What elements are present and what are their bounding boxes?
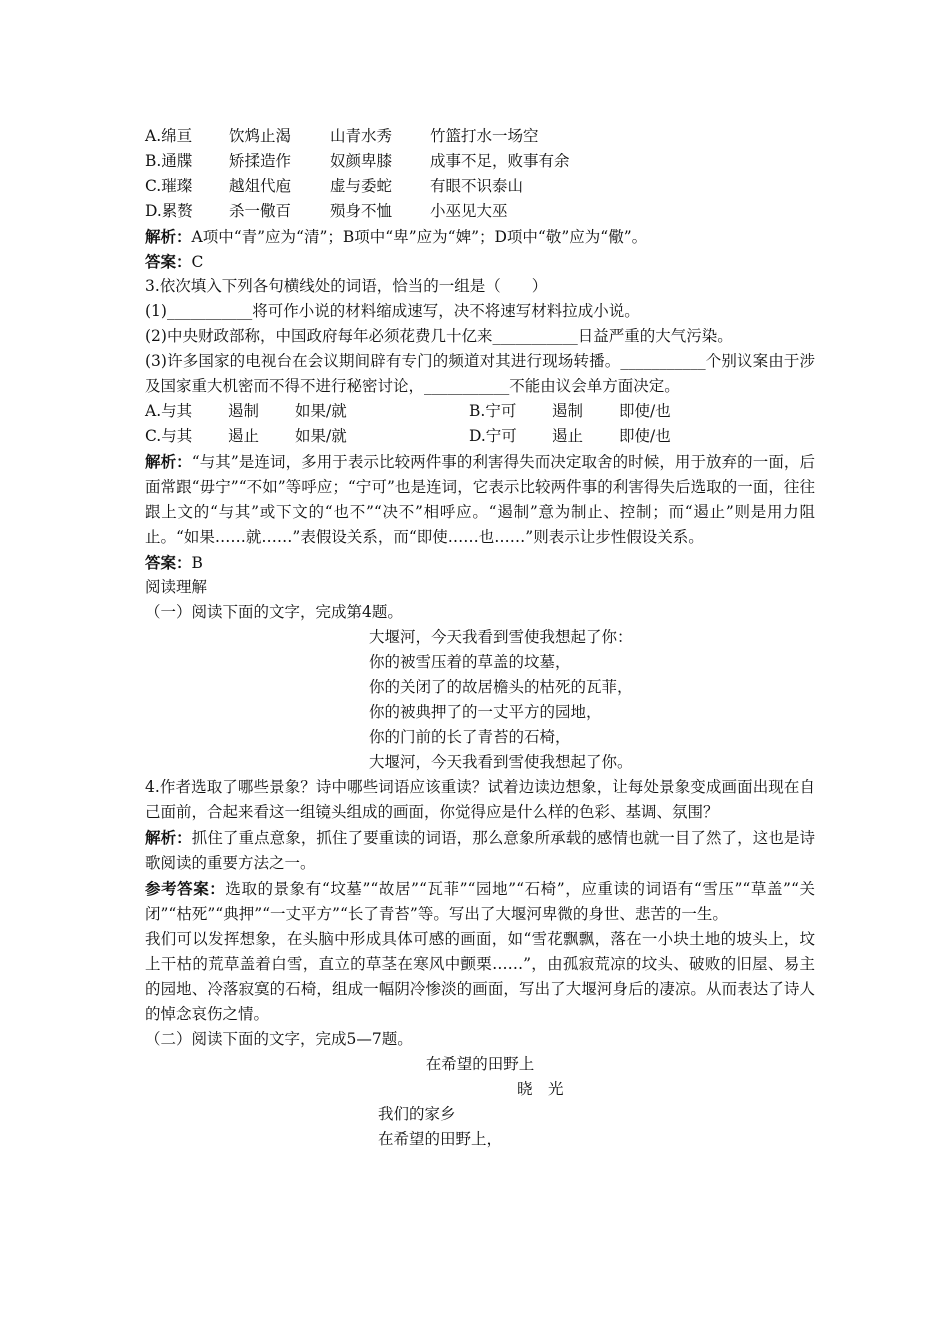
q3-choices-cd xyxy=(145,424,815,449)
option-cell: 杀一儆百 xyxy=(229,202,292,220)
q2-option-c xyxy=(145,174,815,199)
choice-cell: 遏制 xyxy=(552,402,584,420)
option-cell: 成事不足，败事有余 xyxy=(430,152,570,170)
document-page xyxy=(145,124,815,1152)
choice-cell: B.宁可 xyxy=(469,402,517,420)
analysis-label: 解析： xyxy=(145,828,192,847)
choice-cell: A.与其 xyxy=(145,402,193,420)
q3-choice-d xyxy=(469,424,671,449)
option-cell: 山青水秀 xyxy=(330,127,393,145)
choice-cell: 即使/也 xyxy=(619,402,671,420)
analysis-text: “与其”是连词，多用于表示比较两件事的利害得失而决定取舍的时候，用于放弃的一面，后面常跟“毋宁”“不如”等呼应；“宁可”也是连词，它表示比较两件事的利害得失后选取的一面，往往跟上文的“与其”或下文的“也不”“决不”相呼应。“遏制”意为制止、控制；而“遏止”则是用力阻止。“如果……就……”表假设关系，而“即使……也……”则表示让步性假设关系。 xyxy=(145,453,815,546)
q3-sentence-1: (1)___________将可作小说的材料缩成速写，决不将速写材料拉成小说。 xyxy=(145,302,640,320)
q4-stem: 4.作者选取了哪些景象？诗中哪些词语应该重读？试着边读边想象，让每处景象变成画面出现在自己面前，合起来看这一组镜头组成的画面，你觉得应是什么样的色彩、基调、氛围？ xyxy=(145,778,815,821)
option-cell: B.通牒 xyxy=(145,152,193,170)
reference-answer-text: 选取的景象有“坟墓”“故居”“瓦菲”“园地”“石椅”，应重读的词语有“雪压”“草盖”“关闭”“枯死”“典押”“一丈平方”“长了青苔”等。写出了大堰河卑微的身世、悲苦的一生。 xyxy=(145,880,815,923)
q3-analysis xyxy=(145,449,815,550)
choice-cell: 即使/也 xyxy=(619,427,671,445)
analysis-text: 抓住了重点意象，抓住了要重读的词语，那么意象所承载的感情也就一目了然了，这也是诗歌阅读的重要方法之一。 xyxy=(145,829,815,872)
option-cell: C.璀璨 xyxy=(145,177,193,195)
analysis-label: 解析： xyxy=(145,452,192,471)
q4-analysis xyxy=(145,825,815,876)
option-cell: 殒身不恤 xyxy=(330,202,393,220)
q2-analysis xyxy=(145,224,815,249)
reference-answer-label: 参考答案： xyxy=(145,879,226,898)
poem-line: 我们的家乡 xyxy=(378,1105,456,1123)
option-cell: A.绵亘 xyxy=(145,127,193,145)
reading-heading: 阅读理解 xyxy=(145,578,208,596)
poem-line: 在希望的田野上， xyxy=(378,1130,503,1148)
q3-choice-b xyxy=(469,399,671,424)
option-cell: 奴颜卑膝 xyxy=(330,152,393,170)
option-cell: 竹篮打水一场空 xyxy=(430,127,539,145)
q3-stem: 3.依次填入下列各句横线处的词语，恰当的一组是（ ） xyxy=(145,277,548,295)
poem-line: 大堰河，今天我看到雪使我想起了你。 xyxy=(369,753,633,771)
choice-cell: 遏制 xyxy=(228,402,260,420)
option-cell: 越俎代庖 xyxy=(229,177,292,195)
option-cell: 饮鸩止渴 xyxy=(229,127,292,145)
choice-cell: D.宁可 xyxy=(469,427,517,445)
analysis-label: 解析： xyxy=(145,227,192,246)
part1-intro: （一）阅读下面的文字，完成第4题。 xyxy=(145,603,403,621)
answer-label: 答案： xyxy=(145,553,192,572)
poem-line: 你的被雪压着的草盖的坟墓， xyxy=(369,653,571,671)
option-cell: 矫揉造作 xyxy=(229,152,292,170)
q4-reference-answer xyxy=(145,876,815,927)
q2-option-a xyxy=(145,124,815,149)
choice-cell: 如果/就 xyxy=(295,427,347,445)
poem-1 xyxy=(145,625,815,775)
poem-2-author: 晓 光 xyxy=(517,1080,564,1098)
poem-line: 大堰河，今天我看到雪使我想起了你： xyxy=(369,628,633,646)
option-cell: 虚与委蛇 xyxy=(330,177,393,195)
q3-choices-ab xyxy=(145,399,815,424)
analysis-text: A项中“青”应为“清”；B项中“卑”应为“婢”；D项中“敬”应为“儆”。 xyxy=(191,228,648,246)
answer-text: C xyxy=(191,253,204,271)
part2-intro: （二）阅读下面的文字，完成5—7题。 xyxy=(145,1030,413,1048)
q2-option-b xyxy=(145,149,815,174)
option-cell: 小巫见大巫 xyxy=(430,202,508,220)
choice-cell: 遏止 xyxy=(228,427,260,445)
choice-cell: 遏止 xyxy=(552,427,584,445)
q4-paragraph: 我们可以发挥想象，在头脑中形成具体可感的画面，如“雪花飘飘，落在一小块土地的坡头上，坟上干枯的荒草盖着白雪，直立的草茎在寒风中颤栗……”，由孤寂荒凉的坟头、破败的旧屋、易主的园地、冷落寂寞的石椅，组成一幅阴冷惨淡的画面，写出了大堰河身后的凄凉。从而表达了诗人的悼念哀伤之情。 xyxy=(145,930,815,1023)
q2-answer xyxy=(145,249,815,274)
choice-cell: 如果/就 xyxy=(295,402,347,420)
q2-option-d xyxy=(145,199,815,224)
poem-line: 你的被典押了的一丈平方的园地， xyxy=(369,703,602,721)
option-cell: 有眼不识泰山 xyxy=(430,177,524,195)
poem-line: 你的关闭了的故居檐头的枯死的瓦菲， xyxy=(369,678,633,696)
q3-choice-c xyxy=(145,424,347,449)
q3-sentence-2: (2)中央财政部称，中国政府每年必须花费几十亿来___________日益严重的大气污染。 xyxy=(145,327,733,345)
poem-line: 你的门前的长了青苔的石椅， xyxy=(369,728,571,746)
answer-label: 答案： xyxy=(145,252,192,271)
q3-sentence-3: (3)许多国家的电视台在会议期间辟有专门的频道对其进行现场转播。___________个别议案由于涉及国家重大机密而不得不进行秘密讨论，___________不能由议会单方面决定。 xyxy=(145,352,815,395)
choice-cell: C.与其 xyxy=(145,427,193,445)
option-cell: D.累赘 xyxy=(145,202,193,220)
poem-2-title: 在希望的田野上 xyxy=(425,1055,535,1073)
answer-text: B xyxy=(191,554,203,572)
q3-choice-a xyxy=(145,399,347,424)
poem-2 xyxy=(145,1102,815,1152)
q3-answer xyxy=(145,550,815,575)
